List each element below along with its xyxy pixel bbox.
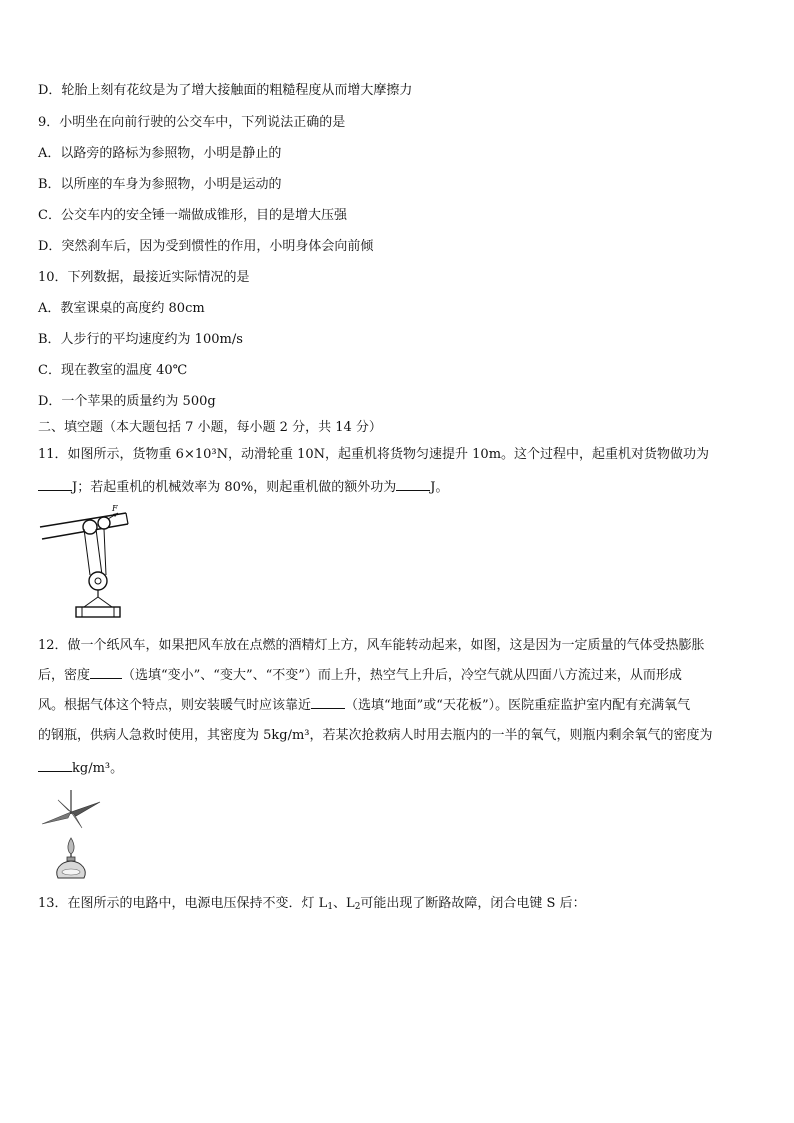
answer-blank[interactable] <box>90 666 122 679</box>
answer-blank[interactable] <box>396 478 430 491</box>
q9-stem: 9．小明坐在向前行驶的公交车中，下列说法正确的是 <box>38 115 346 130</box>
q11-line2-text-b: J。 <box>430 480 449 495</box>
q9-option-a: A．以路旁的路标为参照物，小明是静止的 <box>38 146 282 161</box>
q10-stem: 10．下列数据，最接近实际情况的是 <box>38 270 250 285</box>
q13-stem-text-b: 、L <box>333 896 355 911</box>
section-heading: 二、填空题（本大题包括 7 小题，每小题 2 分，共 14 分） <box>38 420 382 435</box>
q12-line3-text-b: （选填“地面”或“天花板”）。医院重症监护室内配有充满氧气 <box>345 698 691 713</box>
answer-blank[interactable] <box>311 696 345 709</box>
q9-option-b: B．以所座的车身为参照物，小明是运动的 <box>38 177 282 192</box>
q12-line2-text-a: 后，密度 <box>38 668 91 683</box>
q10-option-d: D．一个苹果的质量约为 500g <box>38 394 216 409</box>
windmill-lamp-figure <box>38 788 104 882</box>
q10-option-a: A．教室课桌的高度约 80cm <box>38 301 205 316</box>
l2-subscript: 2 <box>354 902 361 912</box>
q11-line2 <box>38 478 758 497</box>
q12-line1: 12．做一个纸风车，如果把风车放在点燃的酒精灯上方，风车能转动起来，如图，这是因为一定质量的气体受热膨胀 <box>38 638 705 653</box>
answer-blank[interactable] <box>38 759 72 772</box>
q11-line2-text-a: J；若起重机的机械效率为 80%，则起重机做的额外功为 <box>72 480 397 495</box>
answer-blank[interactable] <box>38 478 72 491</box>
force-label: F <box>112 505 118 513</box>
q12-line2-text-b: （选填“变小”、“变大”、“不变”）而上升，热空气上升后，冷空气就从四面八方流过来，从而形成 <box>122 668 682 683</box>
q12-line3-text-a: 风。根据气体这个特点，则安装暖气时应该靠近 <box>38 698 312 713</box>
q13-stem <box>38 895 758 913</box>
q10-option-b: B．人步行的平均速度约为 100m/s <box>38 332 243 347</box>
q12-line5-text: kg/m³。 <box>72 761 124 776</box>
q13-stem-text-c: 可能出现了断路故障，闭合电键 S 后： <box>360 896 586 911</box>
q10-option-c: C．现在教室的温度 40℃ <box>38 363 188 378</box>
q9-option-d: D．突然刹车后，因为受到惯性的作用，小明身体会向前倾 <box>38 239 374 254</box>
q9-option-c: C．公交车内的安全锤一端做成锥形，目的是增大压强 <box>38 208 347 223</box>
q12-line3 <box>38 696 758 715</box>
q12-line4: 的钢瓶，供病人急救时使用，其密度为 5kg/m³，若某次抢救病人时用去瓶内的一半的氧气，则瓶内剩余氧气的密度为 <box>38 728 713 743</box>
q11-line1: 11．如图所示，货物重 6×10³N，动滑轮重 10N，起重机将货物匀速提升 10m。这个过程中，起重机对货物做功为 <box>38 447 710 462</box>
q12-line2 <box>38 666 758 685</box>
q13-stem-text-a: 13．在图所示的电路中，电源电压保持不变．灯 L <box>38 896 328 911</box>
crane-pulley-figure <box>38 505 138 621</box>
q8-option-d: D．轮胎上刻有花纹是为了增大接触面的粗糙程度从而增大摩擦力 <box>38 83 413 98</box>
l1-subscript: 1 <box>327 902 334 912</box>
q12-line5 <box>38 759 758 778</box>
